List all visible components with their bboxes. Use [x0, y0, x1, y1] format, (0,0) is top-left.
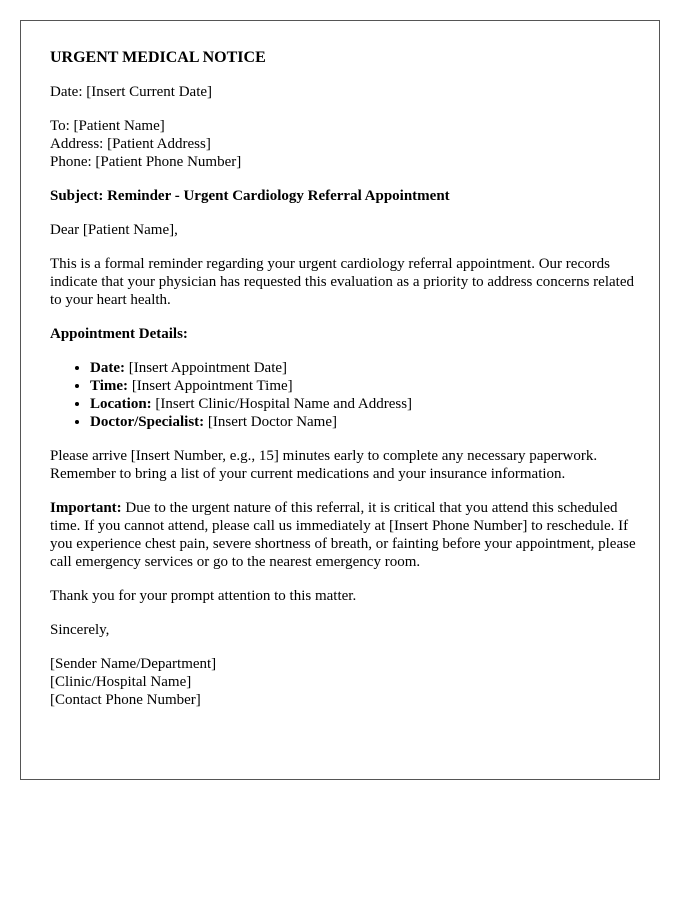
detail-label: Time: [90, 378, 129, 394]
details-list [50, 359, 640, 431]
subject-line: Subject: Reminder - Urgent Cardiology Referral Appointment [50, 188, 450, 204]
signature-sender: [Sender Name/Department] [50, 656, 217, 672]
details-heading: Appointment Details: [50, 326, 188, 342]
important-text: Due to the urgent nature of this referral, it is critical that you attend this scheduled time. If you cannot attend, please call us immediately at [Insert Phone Number] to reschedule. If you experience chest pain, severe shortness of breath, or fainting before your appointment, please call emergency services or go to the nearest emergency room. [50, 500, 636, 570]
intro-paragraph: This is a formal reminder regarding your urgent cardiology referral appointment. Our records indicate that your physician has requested this evaluation as a priority to address concerns related to your heart health. [50, 256, 634, 308]
detail-value: [Insert Doctor Name] [204, 414, 338, 430]
recipient-address: Address: [Patient Address] [50, 136, 211, 152]
signature-block [50, 655, 640, 709]
detail-label: Location: [90, 396, 152, 412]
salutation: Dear [Patient Name], [50, 222, 178, 238]
signature-contact: [Contact Phone Number] [50, 692, 201, 708]
recipient-block [50, 117, 640, 171]
detail-value: [Insert Appointment Time] [128, 378, 293, 394]
detail-value: [Insert Clinic/Hospital Name and Address] [151, 396, 413, 412]
detail-time [90, 377, 640, 395]
detail-doctor [90, 413, 640, 431]
thanks-paragraph: Thank you for your prompt attention to this matter. [50, 588, 357, 604]
detail-value: [Insert Appointment Date] [124, 360, 288, 376]
letter-title: URGENT MEDICAL NOTICE [50, 49, 266, 66]
recipient-to: To: [Patient Name] [50, 118, 165, 134]
letter-body [50, 49, 640, 725]
detail-location [90, 395, 640, 413]
letter-page [20, 20, 660, 780]
detail-date [90, 359, 640, 377]
closing: Sincerely, [50, 622, 110, 638]
date-line: Date: [Insert Current Date] [50, 84, 213, 100]
important-label: Important: [50, 500, 122, 516]
recipient-phone: Phone: [Patient Phone Number] [50, 154, 242, 170]
detail-label: Doctor/Specialist: [90, 414, 205, 430]
important-paragraph [50, 499, 640, 571]
arrival-paragraph: Please arrive [Insert Number, e.g., 15] minutes early to complete any necessary paperwork. Remember to bring a list of your current medications and your insurance information. [50, 448, 598, 482]
signature-clinic: [Clinic/Hospital Name] [50, 674, 192, 690]
detail-label: Date: [90, 360, 125, 376]
